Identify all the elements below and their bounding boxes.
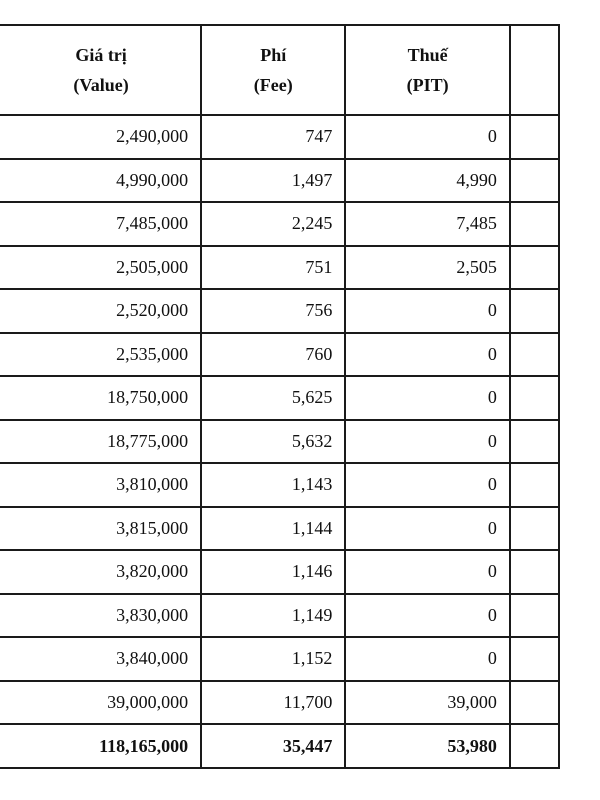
value-cell: 3,810,000	[0, 463, 201, 507]
pit-cell: 0	[345, 594, 510, 638]
pit-cell: 2,505	[345, 246, 510, 290]
header-fee-sub: (Fee)	[253, 75, 293, 95]
table-row	[0, 550, 559, 594]
fee-cell: 1,146	[201, 550, 345, 594]
value-cell: 2,505,000	[0, 246, 201, 290]
fee-cell: 1,152	[201, 637, 345, 681]
cropped-column-cell	[510, 550, 559, 594]
header-pit	[345, 25, 510, 115]
pit-cell: 0	[345, 333, 510, 377]
value-cell: 2,535,000	[0, 333, 201, 377]
table-row	[0, 202, 559, 246]
transaction-table	[0, 24, 560, 769]
value-cell: 18,750,000	[0, 376, 201, 420]
pit-cell: 4,990	[345, 159, 510, 203]
table-body	[0, 115, 559, 768]
fee-cell: 5,632	[201, 420, 345, 464]
value-cell: 2,520,000	[0, 289, 201, 333]
cropped-column-cell	[510, 202, 559, 246]
pit-cell: 0	[345, 115, 510, 159]
fee-cell: 1,144	[201, 507, 345, 551]
fee-cell: 747	[201, 115, 345, 159]
total-fee-cell: 35,447	[201, 724, 345, 768]
fee-cell: 11,700	[201, 681, 345, 725]
fee-cell: 1,497	[201, 159, 345, 203]
pit-cell: 0	[345, 550, 510, 594]
fee-cell: 2,245	[201, 202, 345, 246]
cropped-column-cell	[510, 507, 559, 551]
value-cell: 39,000,000	[0, 681, 201, 725]
total-value-cell: 118,165,000	[0, 724, 201, 768]
table-row	[0, 637, 559, 681]
cropped-column-cell	[510, 463, 559, 507]
table-row	[0, 420, 559, 464]
header-fee-label: Phí	[260, 45, 287, 65]
table-row	[0, 507, 559, 551]
cropped-column-cell	[510, 637, 559, 681]
pit-cell: 0	[345, 507, 510, 551]
header-value-label: Giá trị	[75, 45, 127, 65]
table-row	[0, 594, 559, 638]
pit-cell: 0	[345, 637, 510, 681]
table-row	[0, 333, 559, 377]
header-pit-label: Thuế	[407, 45, 448, 65]
header-value-sub: (Value)	[73, 75, 129, 95]
pit-cell: 0	[345, 420, 510, 464]
table-row	[0, 681, 559, 725]
value-cell: 3,815,000	[0, 507, 201, 551]
table-row	[0, 115, 559, 159]
cropped-column-cell	[510, 246, 559, 290]
cropped-column-cell	[510, 159, 559, 203]
cropped-column-cell	[510, 681, 559, 725]
header-value	[0, 25, 201, 115]
fee-cell: 5,625	[201, 376, 345, 420]
value-cell: 18,775,000	[0, 420, 201, 464]
cropped-column-cell	[510, 333, 559, 377]
value-cell: 3,830,000	[0, 594, 201, 638]
total-row	[0, 724, 559, 768]
fee-cell: 1,149	[201, 594, 345, 638]
fee-cell: 756	[201, 289, 345, 333]
table-row	[0, 246, 559, 290]
cropped-column-cell	[510, 376, 559, 420]
total-pit-cell: 53,980	[345, 724, 510, 768]
table-row	[0, 463, 559, 507]
header-pit-sub: (PIT)	[406, 75, 449, 95]
value-cell: 3,840,000	[0, 637, 201, 681]
pit-cell: 0	[345, 463, 510, 507]
header-cropped-column	[510, 25, 559, 115]
cropped-column-cell	[510, 115, 559, 159]
pit-cell: 39,000	[345, 681, 510, 725]
cropped-column-cell	[510, 289, 559, 333]
cropped-column-cell	[510, 594, 559, 638]
header-fee	[201, 25, 345, 115]
cropped-column-cell	[510, 724, 559, 768]
value-cell: 2,490,000	[0, 115, 201, 159]
value-cell: 3,820,000	[0, 550, 201, 594]
pit-cell: 0	[345, 289, 510, 333]
header-row	[0, 25, 559, 115]
fee-cell: 1,143	[201, 463, 345, 507]
value-cell: 4,990,000	[0, 159, 201, 203]
fee-cell: 751	[201, 246, 345, 290]
fee-cell: 760	[201, 333, 345, 377]
cropped-column-cell	[510, 420, 559, 464]
table-row	[0, 289, 559, 333]
table-row	[0, 376, 559, 420]
pit-cell: 0	[345, 376, 510, 420]
pit-cell: 7,485	[345, 202, 510, 246]
value-cell: 7,485,000	[0, 202, 201, 246]
table-row	[0, 159, 559, 203]
